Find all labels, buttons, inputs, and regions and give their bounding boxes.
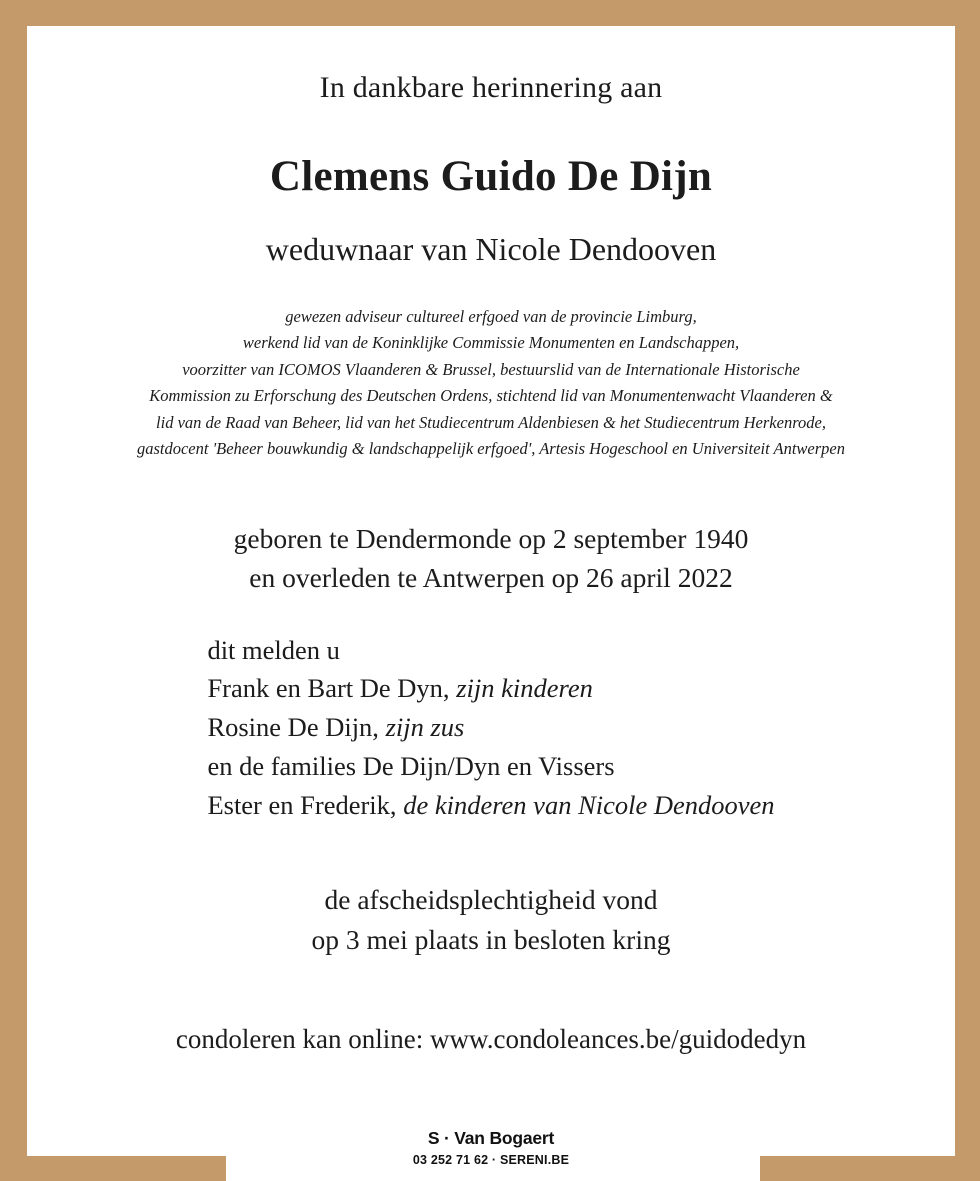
frame-border-right <box>955 0 980 1181</box>
title-line: gastdocent 'Beheer bouwkundig & landschappelijk erfgoed', Artesis Hogeschool en Universiteit Antwerpen <box>136 439 846 459</box>
announcement-plain: Ester en Frederik, <box>207 790 404 821</box>
ceremony-line-1: de afscheidsplechtigheid vond <box>324 884 658 916</box>
announcement-relation: de kinderen van Nicole Dendooven <box>403 790 775 821</box>
titles-block <box>27 304 955 462</box>
title-line: werkend lid van de Koninklijke Commissie Monumenten en Landschappen, <box>242 333 740 353</box>
announcement-plain: en de families De Dijn/Dyn en Vissers <box>207 751 615 782</box>
announcement-relation: zijn zus <box>385 712 465 743</box>
condolence-line: condoleren kan online: www.condoleances.be/guidodedyn <box>175 1024 807 1055</box>
announcement-block <box>207 631 774 826</box>
announcement-plain: Frank en Bart De Dyn, <box>207 673 457 704</box>
announcement-line <box>207 747 774 786</box>
announcement-relation: zijn kinderen <box>456 673 593 704</box>
life-dates-block <box>27 519 955 597</box>
title-line: voorzitter van ICOMOS Vlaanderen & Brussel, bestuurslid van de Internationale Historische <box>182 359 800 379</box>
frame-border-top <box>0 0 980 26</box>
title-line: gewezen adviseur cultureel erfgoed van de provincie Limburg, <box>285 307 697 327</box>
intro-line: In dankbare herinnering aan <box>319 71 663 104</box>
announcement-lead: dit melden u <box>207 634 340 665</box>
frame-border-left <box>0 0 27 1181</box>
ceremony-line-2: op 3 mei plaats in besloten kring <box>311 924 671 956</box>
death-line: en overleden te Antwerpen op 26 april 2022 <box>249 562 733 594</box>
spouse-line: weduwnaar van Nicole Dendooven <box>265 231 717 268</box>
announcement-plain: Rosine De Dijn, <box>207 712 386 743</box>
announcement-line <box>207 708 774 747</box>
deceased-name: Clemens Guido De Dijn <box>269 153 713 200</box>
footer-block <box>27 1128 955 1168</box>
title-line: Kommission zu Erforschung des Deutschen Ordens, stichtend lid van Monumentenwacht Vlaanderen & <box>149 386 833 406</box>
ceremony-block <box>27 880 955 960</box>
announcement-line <box>207 669 774 708</box>
birth-line: geboren te Dendermonde op 2 september 1940 <box>233 523 749 555</box>
title-line: lid van de Raad van Beheer, lid van het Studiecentrum Aldenbiesen & het Studiecentrum Herkenrode, <box>156 412 826 432</box>
funeral-home-brand: S · Van Bogaert <box>427 1128 555 1148</box>
funeral-home-contact: 03 252 71 62 · SERENI.BE <box>412 1153 570 1168</box>
card-content <box>27 26 955 1168</box>
announcement-line <box>207 786 774 825</box>
